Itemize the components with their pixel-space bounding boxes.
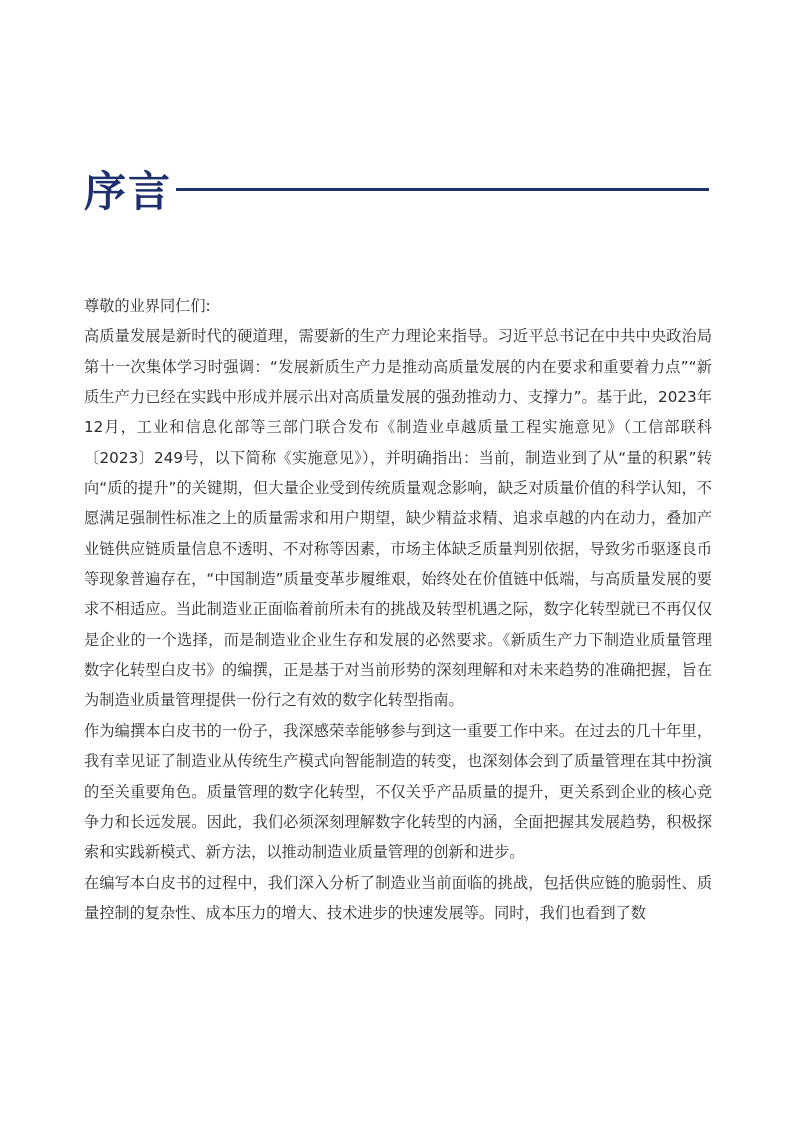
page-title: 序言 xyxy=(84,167,173,216)
salutation: 尊敬的业界同仁们: xyxy=(84,297,211,315)
body-text xyxy=(84,291,712,928)
paragraph-3: 在编写本白皮书的过程中，我们深入分析了制造业当前面临的挑战，包括供应链的脆弱性、质量控制的复杂性、成本压力的增大、技术进步的快速发展等。同时，我们也看到了数 xyxy=(84,873,712,922)
paragraph-2: 作为编撰本白皮书的一份子，我深感荣幸能够参与到这一重要工作中来。在过去的几十年里，我有幸见证了制造业从传统生产模式向智能制造的转变，也深刻体会到了质量管理在其中扮演的至关重要角色。质量管理的数字化转型，不仅关乎产品质量的提升，更关系到企业的核心竞争力和长远发展。因此，我们必须深刻理解数字化转型的内涵，全面把握其发展趋势，积极探索和实践新模式、新方法，以推动制造业质量管理的创新和进步。 xyxy=(84,721,712,862)
paragraph-1: 高质量发展是新时代的硬道理，需要新的生产力理论来指导。习近平总书记在中共中央政治局第十一次集体学习时强调：“发展新质生产力是推动高质量发展的内在要求和重要着力点”“新质生产力已经在实践中形成并展示出对高质量发展的强劲推动力、支撑力”。基于此，2023年12月，工业和信息化部等三部门联合发布《制造业卓越质量工程实施意见》（工信部联科〔2023〕249号，以下简称《实施意见》），并明确指出：当前，制造业到了从“量的积累”转向“质的提升”的关键期，但大量企业受到传统质量观念影响，缺乏对质量价值的科学认知，不愿满足强制性标准之上的质量需求和用户期望，缺少精益求精、追求卓越的内在动力，叠加产业链供应链质量信息不透明、不对称等因素，市场主体缺乏质量判别依据，导致劣币驱逐良币等现象普遍存在，“中国制造”质量变革步履维艰，始终处在价值链中低端，与高质量发展的要求不相适应。当此制造业正面临着前所未有的挑战及转型机遇之际，数字化转型就已不再仅仅是企业的一个选择，而是制造业企业生存和发展的必然要求。《新质生产力下制造业质量管理数字化转型白皮书》的编撰，正是基于对当前形势的深刻理解和对未来趋势的准确把握，旨在为制造业质量管理提供一份行之有效的数字化转型指南。 xyxy=(84,327,712,710)
title-divider xyxy=(176,188,709,191)
